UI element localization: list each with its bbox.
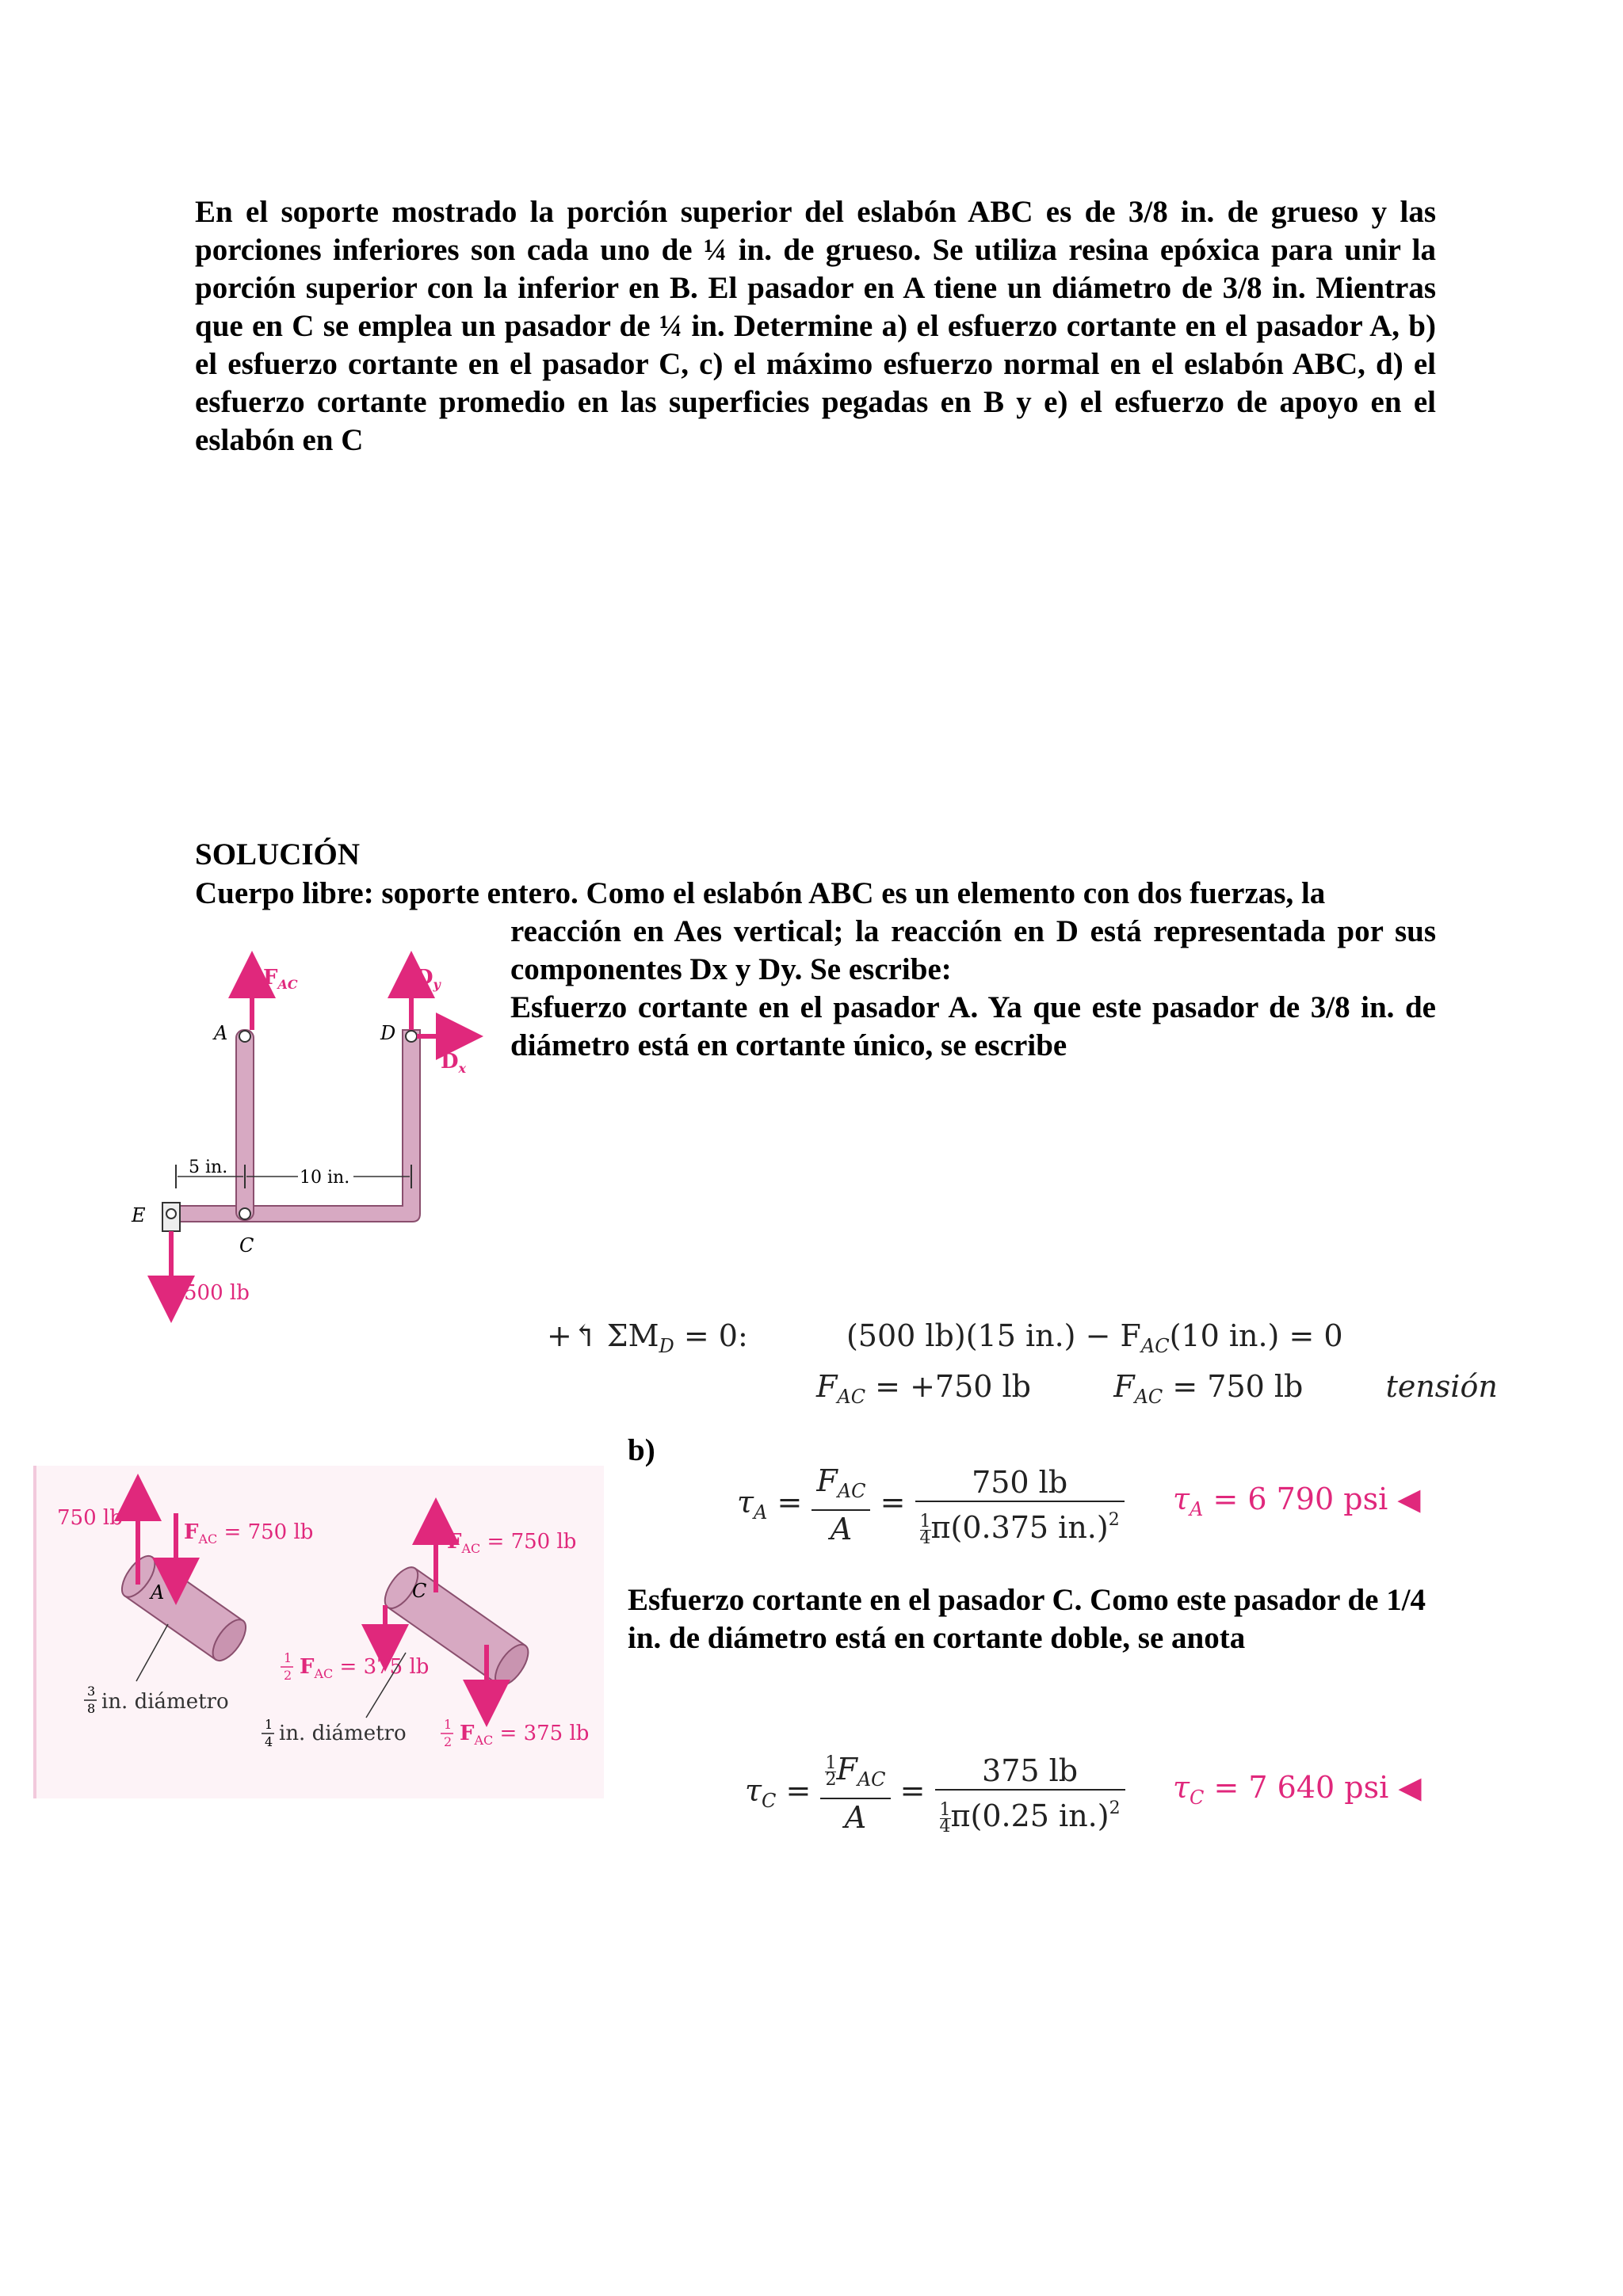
load-500-label: 500 lb — [184, 1281, 250, 1305]
link-member-abc — [236, 1030, 254, 1220]
dia-c-label: in. diámetro — [279, 1722, 407, 1745]
problem-statement: En el soporte mostrado la porción superior del eslabón ABC es de 3/8 in. de grueso y las porciones inferiores son cada uno de ¼ in. de grueso. Se utiliza resina epóxica para unir la porción superior con la inferior en B. El pasador en A tiene un diámetro de 3/8 in. Mientras que en C se emplea un pasador de ¼ in. Determine a) el esfuerzo cortante en el pasador A, b) el esfuerzo cortante en el pasador C, c) el máximo esfuerzo normal en el eslabón ABC, d) el esfuerzo cortante promedio en las superficies pegadas en B y e) el esfuerzo de apoyo en el eslabón en C — [195, 195, 1436, 457]
moment-equation: +↰ $\Sigma M_D = 0$: (500 lb)(15 $in.) - F_{AC}(10$ in.) = 0 — [547, 1318, 1343, 1357]
pin-d — [406, 1031, 417, 1042]
pin-c-label: C — [412, 1580, 427, 1602]
pin-c — [239, 1208, 250, 1219]
force-fac-label: $F_{AC}$ — [263, 966, 298, 992]
fac-a-label: $F_{AC} = 750$ lb — [184, 1520, 314, 1547]
dim-5in: 5 in. — [189, 1158, 228, 1177]
half-fac-1-label: $F_{AC} = 375$ lb — [300, 1655, 430, 1681]
tension-label: tensión — [1385, 1369, 1498, 1404]
half-frac-1: 1 2 — [284, 1650, 292, 1683]
pin-free-body-figure — [33, 1466, 604, 1798]
pin-c-text: Esfuerzo cortante en el pasador C. Como este pasador de 1/4 in. de diámetro está en cortante doble, se anota — [628, 1583, 1426, 1655]
half-frac-2: 1 2 — [444, 1717, 453, 1749]
tau-c-equation: $\tau_C$ = $\frac{1}{2}$ $F_{AC}$ A = 375 lb $\frac{1}{4}$ π(0.25 in.)$^2$ — [745, 1751, 1125, 1836]
label-d: D — [380, 1022, 396, 1044]
part-b-label: b) — [628, 1433, 655, 1467]
dim-10in: 10 in. — [300, 1168, 350, 1188]
load-750-label: 750 lb — [57, 1506, 123, 1530]
solution-intro-line: Cuerpo libre: soporte entero. Como el eslabón ABC es un elemento con dos fuerzas, la — [195, 876, 1326, 910]
fac-result-line: $F_{AC} = +750$ lb $F_{AC} = 750$ lb tensión — [816, 1369, 1498, 1408]
solution-right-column — [510, 913, 1436, 1065]
dia-a-frac: 3 8 — [87, 1684, 96, 1716]
link-horizontal-base — [170, 1030, 420, 1222]
bracket-free-body-figure — [119, 951, 491, 1347]
pin-a — [239, 1031, 250, 1042]
dia-a-label: in. diámetro — [101, 1690, 229, 1714]
pin-a-label: A — [151, 1581, 165, 1604]
solution-title: SOLUCIÓN — [195, 837, 361, 871]
force-dx-label: $D_x$ — [441, 1050, 467, 1076]
label-a: A — [214, 1022, 228, 1044]
tau-c-result: $\tau_C = 7$ 640 psi ◀ — [1173, 1770, 1422, 1809]
dia-c-frac: 1 4 — [265, 1717, 273, 1749]
fac-c-label: $F_{AC} = 750$ lb — [447, 1530, 577, 1556]
solution-pin-a-text: Esfuerzo cortante en el pasador A. Ya que este pasador de 3/8 in. de diámetro está en cortante único, se escribe — [510, 990, 1436, 1062]
solution-reaction-text: reacción en Aes vertical; la reacción en D está representada por sus componentes Dx y Dy. Se escribe: — [510, 914, 1436, 986]
tau-a-result: $\tau_A = 6$ 790 psi ◀ — [1173, 1482, 1421, 1520]
label-e: E — [132, 1204, 146, 1226]
tau-a-equation: $\tau_A$ = $\frac{F_{AC}}{A}$ = 750 lb $\frac{1}{4}$ π(0.375 in.)$^2$ — [737, 1463, 1125, 1547]
half-fac-2-label: $F_{AC} = 375$ lb — [460, 1722, 590, 1748]
force-dy-label: $D_y$ — [415, 966, 441, 992]
label-c: C — [239, 1234, 254, 1257]
